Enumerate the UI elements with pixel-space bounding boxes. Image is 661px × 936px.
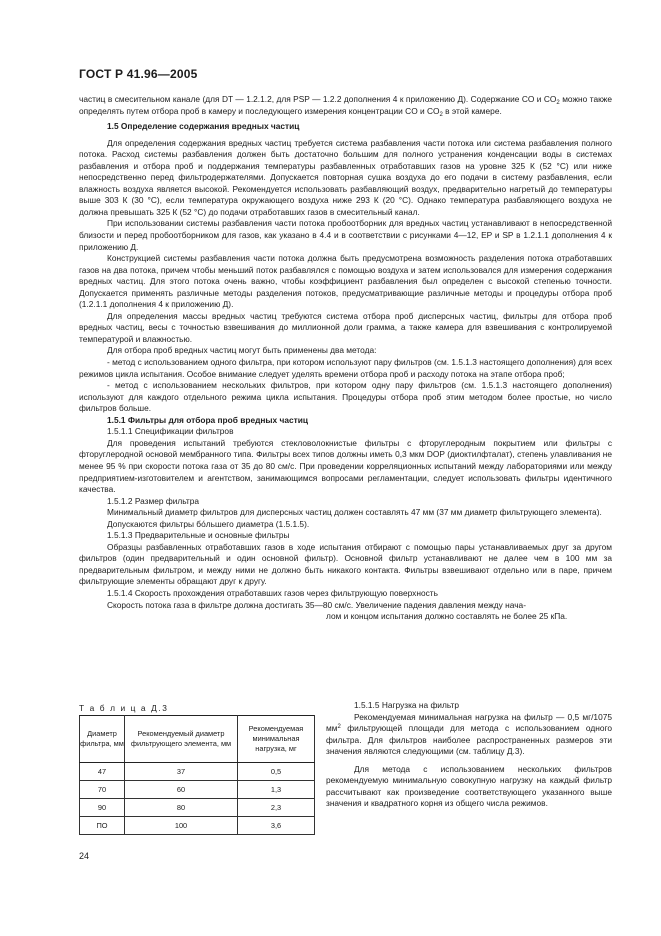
subsection-heading-1-5-1-2: 1.5.1.2 Размер фильтра: [107, 495, 200, 506]
table-header-cell: Рекомендуемый диаметр фильтрующего элемента, мм: [125, 716, 238, 763]
filter-table: [79, 715, 315, 835]
table-cell: 100: [125, 817, 238, 835]
table-caption: Т а б л и ц а Д.3: [79, 703, 169, 713]
table-row: [80, 817, 315, 835]
subsection-heading-1-5-1-5: 1.5.1.5 Нагрузка на фильтр: [354, 700, 459, 710]
paragraph: Рекомендуемая минимальная нагрузка на фильтр — 0,5 мг/1075 $мм^2$ фильтрующей площади для метода с использованием одного фильтра. Для фильтров наиболее распространенных размеров эти значения являются следующими (см. таблицу Д.3).: [326, 711, 612, 757]
table-cell: 3,6: [238, 817, 315, 835]
paragraph: Для определения содержания вредных частиц требуется система разбавления части потока или система разбавления полного потока. Расход системы разбавления должен быть достаточно большим для полного устранения конденсации воды в системах разбавления и отбора проб и поддержания температуры разбавленных отработавших газов на уровне 325 К (52 °С) или ниже непосредственно перед фильтродержателями. Допускается повторная сушка воздуха до его подачи в систему разбавления, если влажность воздуха является высокой. Рекомендуется использовать разбавляющий воздух, предварительно нагретый до температуры выше 303 К (30 °С), если температура окружающего воздуха ниже 293 К (20 °С). Однако температура разбавляющего воздуха не должна превышать 325 К (52 °С) до подачи отработавших газов в смесительный канал.: [79, 137, 612, 217]
paragraph: Допускаются фильтры бо́льшего диаметра (1.5.1.5).: [107, 518, 310, 529]
table-header-cell: Диаметр фильтра, мм: [80, 716, 125, 763]
section-heading-1-5-1: 1.5.1 Фильтры для отбора проб вредных частиц: [107, 414, 308, 425]
table-header-row: [80, 716, 315, 763]
table-cell: ПО: [80, 817, 125, 835]
subsection-heading-1-5-1-3: 1.5.1.3 Предварительные и основные фильтры: [107, 530, 290, 541]
paragraph: Скорость потока газа в фильтре должна достигать 35—80 см/с. Увеличение падения давления между нача-: [107, 599, 526, 610]
table-cell: 47: [80, 763, 125, 781]
paragraph: Для определения массы вредных частиц требуются система отбора проб дисперсных частиц, фильтры для отбора проб вредных частиц, весы с точностью взвешивания до миллионной доли грамма, а также камера для взвешивания с контролируемой температурой и влажностью.: [79, 310, 612, 344]
paragraph: Минимальный диаметр фильтров для дисперсных частиц должен составлять 47 мм (37 мм диаметр фильтрующего элемента).: [107, 507, 602, 518]
paragraph-co-measurement: частиц в смесительном канале (для DT — 1.2.1.2, для PSP — 1.2.2 дополнения 4 к приложению Д). Содержание CO и $CO_2$ можно также определять путем отбора проб в камеру и последующего измерения концентрации CO и $CO_2$ в этой камере.: [79, 94, 612, 118]
table-cell: 1,3: [238, 781, 315, 799]
paragraph-continuation: лом и концом испытания должно составлять не более 25 кПа.: [326, 611, 568, 622]
table-cell: 0,5: [238, 763, 315, 781]
document-header: ГОСТ Р 41.96—2005: [79, 67, 198, 81]
table-cell: 60: [125, 781, 238, 799]
table-cell: 90: [80, 799, 125, 817]
table-cell: 37: [125, 763, 238, 781]
table-cell: 70: [80, 781, 125, 799]
paragraph: При использовании системы разбавления части потока пробоотборник для вредных частиц устанавливают в непосредственной близости и перед пробоотборником для газов, как указано в 4.4 и в соответствии с рисунками 4—12, EP и SP в 1.2.1.1 дополнения 4 к приложению Д.: [79, 218, 612, 252]
right-column-text: [326, 700, 612, 810]
table-row: [80, 781, 315, 799]
paragraph: Образцы разбавленных отработавших газов в ходе испытания отбирают с помощью пары устанавливаемых друг за другом фильтров (один предварительный и один основной фильтр). Основной фильтр устанавливают не далее чем в 100 мм за предварительным фильтром, и между ними не должно быть никакого контакта. Фильтры взвешивают отдельно или в паре, причем фильтрующие элементы обращают друг к другу.: [79, 541, 612, 587]
subsection-heading-1-5-1-1: 1.5.1.1 Спецификации фильтров: [107, 426, 234, 437]
page-number: 24: [79, 851, 90, 861]
subsection-heading-1-5-1-4: 1.5.1.4 Скорость прохождения отработавших газов через фильтрующую поверхность: [107, 587, 438, 598]
paragraph: Для отбора проб вредных частиц могут быть применены два метода:: [107, 345, 377, 356]
paragraph: Для проведения испытаний требуются стекловолокнистые фильтры с фторуглеродным покрытием или фильтры с фторуглеродной основой мембранного типа. Фильтры всех типов должны иметь 0,3 мкм DOP (диоктилфталат), степень улавливания не менее 95 % при скорости потока газа от 35 до 80 см/с. При проведении корреляционных испытаний между лабораториями или между предприятием-изготовителем и агентством, занимающимся вопросами регламентации, следует использовать фильтры идентичного качества.: [79, 437, 612, 495]
list-item: - метод с использованием нескольких фильтров, при котором одну пару фильтров (см. 1.5.1.3 настоящего дополнения) используют для каждого отдельного режима цикла испытания. Процедуры отбора проб этим методом более простые, но число фильтров больше.: [79, 380, 612, 414]
table-cell: 80: [125, 799, 238, 817]
paragraph: Конструкцией системы разбавления части потока должна быть предусмотрена возможность разделения потока отработавших газов на два потока, причем чтобы меньший поток разбавлялся с помощью воздуха и затем использовался для измерения содержания вредных частиц. Для этого потока очень важно, чтобы коэффициент разбавления был определен с высокой степенью точности. Допускается применять различные методы разделения потоков, предусматривающие различные методы и процедуры отбора проб (1.2.1.1 дополнения 4 к приложению Д).: [79, 253, 612, 310]
list-item: - метод с использованием одного фильтра, при котором используют пару фильтров (см. 1.5.1.3 настоящего дополнения) для всех режимов цикла испытания. Особое внимание следует уделять времени отбора проб и расходу потока на этапе отбора проб;: [79, 357, 612, 379]
table-row: [80, 799, 315, 817]
main-text: [79, 94, 612, 623]
table-cell: 2,3: [238, 799, 315, 817]
section-heading-1-5: 1.5 Определение содержания вредных частиц: [107, 121, 300, 132]
table-row: [80, 763, 315, 781]
table-header-cell: Рекомендуемая минимальная нагрузка, мг: [238, 716, 315, 763]
paragraph: Для метода с использованием нескольких фильтров рекомендуемую минимальную совокупную нагрузку на каждый фильтр рассчитывают как произведение соответствующего указанного выше значения и квадратного корня из общего числа режимов.: [326, 763, 612, 809]
